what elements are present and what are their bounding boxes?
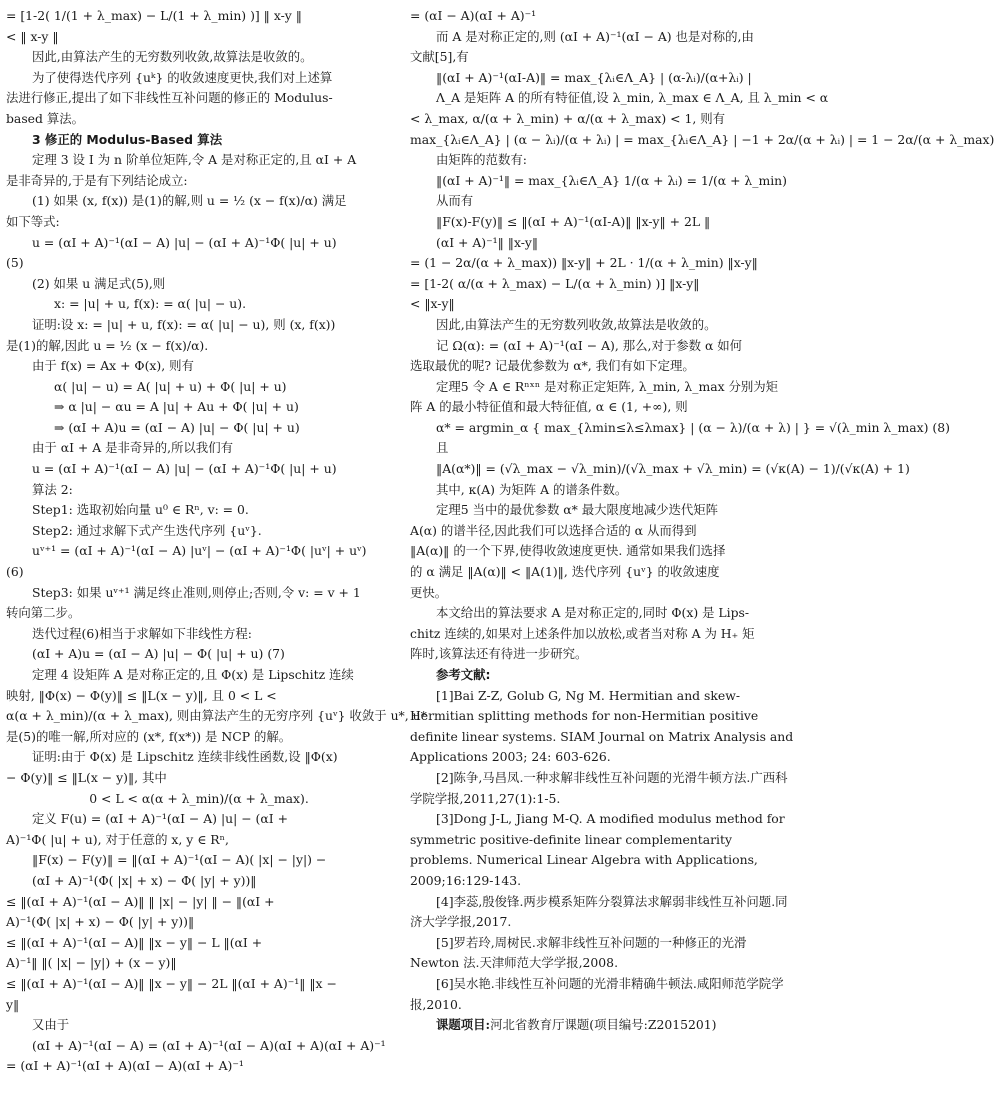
reference-item: [1]Bai Z-Z, Golub G, Ng M. Hermitian and skew-Hermitian splitting methods for non-Hermitian positive definite linear systems. SIAM Journal on Matrix Analysis and Applications 2003; 24: 603-626. [410, 687, 794, 765]
left-text-line: (1) 如果 (x, f(x)) 是(1)的解,则 u = ½ (x − f(x)/α) 满足 [32, 193, 347, 209]
left-text-line: A)⁻¹Φ( |u| + u), 对于任意的 x, y ∈ Rⁿ, [6, 831, 229, 847]
left-text-line: uᵛ⁺¹ = (αI + A)⁻¹(αI − A) |uᵛ| − (αI + A)⁻¹Φ( |uᵛ| + uᵛ) [32, 543, 367, 559]
right-text-line: 因此,由算法产生的无穷数列收敛,故算法是收敛的。 [436, 316, 717, 332]
right-text-line: A(α) 的谱半径,因此我们可以选择合适的 α 从而得到 [410, 522, 697, 538]
left-text-line: − Φ(y)‖ ≤ ‖L(x − y)‖, 其中 [6, 769, 167, 785]
right-text-line: = [1-2( α/(α + λ_max) − L/(α + λ_min) )] ‖x-y‖ [410, 275, 700, 291]
left-column [6, 6, 427, 1102]
right-text-line: = (αI − A)(αI + A)⁻¹ [410, 8, 537, 23]
left-text-line: α(α + λ_min)/(α + λ_max), 则由算法产生的无穷序列 {uᵛ} 收敛于 u*, u* [6, 708, 427, 724]
left-text-line: 转向第二步。 [6, 605, 81, 621]
left-text-line: 定理 4 设矩阵 A 是对称正定的,且 Φ(x) 是 Lipschitz 连续 [32, 667, 354, 682]
left-text-line: A)⁻¹(Φ( |x| + x) − Φ( |y| + y))‖ [6, 914, 195, 930]
right-text-line: 从而有 [436, 193, 474, 209]
right-text-line: Λ_A 是矩阵 A 的所有特征值,设 λ_min, λ_max ∈ Λ_A, 且 λ_min < α [436, 90, 829, 106]
left-text-line: 迭代过程(6)相当于求解如下非线性方程: [32, 625, 252, 641]
left-text-line: u = (αI + A)⁻¹(αI − A) |u| − (αI + A)⁻¹Φ( |u| + u) [32, 234, 337, 250]
left-text-line: ‖F(x) − F(y)‖ = ‖(αI + A)⁻¹(αI − A)( |x| − |y|) − [32, 852, 327, 868]
left-text-line: Step2: 通过求解下式产生迭代序列 {uᵛ}. [32, 522, 262, 538]
right-text-line: 记 Ω(α): = (αI + A)⁻¹(αI − A), 那么,对于参数 α 如何 [436, 337, 743, 353]
left-text-line: 如下等式: [6, 213, 60, 229]
left-text-line: (αI + A)⁻¹(Φ( |x| + x) − Φ( |y| + y))‖ [32, 872, 257, 888]
right-column [410, 6, 994, 1102]
left-text-line: ≤ ‖(αI + A)⁻¹(αI − A)‖ ‖ |x| − |y| ‖ − ‖(αI + [6, 893, 275, 909]
left-text-line: based 算法。 [6, 110, 85, 126]
right-text-line: 定理5 令 A ∈ Rⁿˣⁿ 是对称正定矩阵, λ_min, λ_max 分别为矩 [436, 378, 779, 394]
right-text-line: < ‖x-y‖ [410, 296, 455, 312]
right-text-line: 由矩阵的范数有: [436, 152, 527, 168]
right-text-line: chitz 连续的,如果对上述条件加以放松,或者当对称 A 为 H₊ 矩 [410, 625, 755, 641]
left-text-line: ⇒ (αI + A)u = (αI − A) |u| − Φ( |u| + u) [54, 419, 300, 435]
right-text-line: 文献[5],有 [410, 49, 469, 65]
left-text-line: 算法 2: [32, 481, 73, 497]
left-text-line: α( |u| − u) = A( |u| + u) + Φ( |u| + u) [54, 378, 287, 394]
left-text-line: 又由于 [32, 1017, 70, 1033]
reference-item: [2]陈争,马昌凤.一种求解非线性互补问题的光滑牛顿方法.广西科学院学报,2011,27(1):1-5. [410, 769, 788, 806]
right-text-line: 阵时,该算法还有待进一步研究。 [410, 646, 588, 662]
left-text-line: ≤ ‖(αI + A)⁻¹(αI − A)‖ ‖x − y‖ − 2L ‖(αI + A)⁻¹‖ ‖x − [6, 975, 337, 991]
left-text-line: 为了使得迭代序列 {uᵏ} 的收敛速度更快,我们对上述算 [32, 69, 333, 85]
left-text-line: 证明:由于 Φ(x) 是 Lipschitz 连续非线性函数,设 ‖Φ(x) [32, 749, 338, 765]
reference-item: [5]罗若玲,周树民.求解非线性互补问题的一种修正的光滑 Newton 法.天津师范大学学报,2008. [410, 934, 747, 971]
right-text-line: ‖A(α*)‖ = (√λ_max − √λ_min)/(√λ_max + √λ_min) = (√κ(A) − 1)/(√κ(A) + 1) [436, 461, 910, 477]
right-text-line: 其中, κ(A) 为矩阵 A 的谱条件数。 [436, 481, 628, 497]
right-text-line: max_{λᵢ∈Λ_A} | (α − λᵢ)/(α + λᵢ) | = max_{λᵢ∈Λ_A} | −1 + 2α/(α + λᵢ) | = 1 − 2α/(α + λ_max) [410, 131, 994, 147]
left-text-line: Step3: 如果 uᵛ⁺¹ 满足终止准则,则停止;否则,令 v: = v + 1 [32, 584, 361, 600]
left-text-line: 是(1)的解,因此 u = ½ (x − f(x)/α). [6, 337, 209, 353]
right-text-line: 本文给出的算法要求 A 是对称正定的,同时 Φ(x) 是 Lips- [436, 605, 750, 621]
left-text-line: ⇒ α |u| − αu = A |u| + Au + Φ( |u| + u) [54, 399, 299, 415]
right-text-line: < λ_max, α/(α + λ_min) + α/(α + λ_max) < 1, 则有 [410, 110, 726, 126]
left-text-line: 映射, ‖Φ(x) − Φ(y)‖ ≤ ‖L(x − y)‖, 且 0 < L < [6, 687, 277, 703]
reference-item: [3]Dong J-L, Jiang M-Q. A modified modulus method for symmetric positive-definite linear complementarity problems. Numerical Linear Algebra with Applications, 2009;16:129-143. [410, 811, 785, 888]
left-text-line: 定理 3 设 I 为 n 阶单位矩阵,令 A 是对称正定的,且 αI + A [32, 152, 357, 168]
right-text-line: (αI + A)⁻¹‖ ‖x-y‖ [436, 234, 539, 250]
left-text-line: 因此,由算法产生的无穷数列收敛,故算法是收敛的。 [32, 49, 313, 65]
left-text-line: 证明:设 x: = |u| + u, f(x): = α( |u| − u), 则 (x, f(x)) [32, 316, 336, 332]
left-text-line: A)⁻¹‖ ‖( |x| − |y|) + (x − y)‖ [6, 955, 177, 971]
right-text-line: 更快。 [410, 584, 448, 600]
left-text-line: ≤ ‖(αI + A)⁻¹(αI − A)‖ ‖x − y‖ − L ‖(αI + [6, 934, 263, 950]
left-text-line: = (αI + A)⁻¹(αI + A)(αI − A)(αI + A)⁻¹ [6, 1058, 244, 1074]
references-heading: 参考文献: [436, 667, 491, 682]
left-text-line: 由于 f(x) = Ax + Φ(x), 则有 [32, 358, 194, 374]
left-text-line: 0 < L < α(α + λ_min)/(α + λ_max). [89, 790, 309, 806]
right-text-line: ‖F(x)-F(y)‖ ≤ ‖(αI + A)⁻¹(αI-A)‖ ‖x-y‖ + 2L ‖ [436, 213, 711, 229]
reference-item: [6]吴水艳.非线性互补问题的光滑非精确牛顿法.咸阳师范学院学报,2010. [410, 975, 784, 1012]
right-text-line: 阵 A 的最小特征值和最大特征值, α ∈ (1, +∞), 则 [410, 399, 688, 415]
reference-list [410, 686, 796, 1016]
left-text-line: (6) [6, 564, 24, 580]
left-text-line: y‖ [6, 996, 20, 1012]
left-text-line: = [1-2( 1/(1 + λ_max) − L/(1 + λ_min) )] ‖ x-y ‖ [6, 8, 302, 23]
left-text-line: 3 修正的 Modulus-Based 算法 [32, 131, 223, 147]
left-text-line: x: = |u| + u, f(x): = α( |u| − u). [54, 296, 247, 312]
right-text-line: ‖(αI + A)⁻¹‖ = max_{λᵢ∈Λ_A} 1/(α + λᵢ) = 1/(α + λ_min) [436, 172, 787, 188]
left-text-line: 是(5)的唯一解,所对应的 (x*, f(x*)) 是 NCP 的解。 [6, 728, 292, 744]
right-text-line: α* = argmin_α { max_{λmin≤λ≤λmax} | (α − λ)/(α + λ) | } = √(λ_min λ_max) (8) [436, 419, 950, 435]
right-text-line: = (1 − 2α/(α + λ_max)) ‖x-y‖ + 2L · 1/(α + λ_min) ‖x-y‖ [410, 255, 758, 271]
right-text-line: 的 α 满足 ‖A(α)‖ < ‖A(1)‖, 迭代序列 {uᵛ} 的收敛速度 [410, 564, 720, 580]
right-text-line: ‖A(α)‖ 的一个下界,使得收敛速度更快. 通常如果我们选择 [410, 543, 726, 559]
right-text-line: 定理5 当中的最优参数 α* 最大限度地减少迭代矩阵 [436, 502, 719, 518]
project-value: 河北省教育厅课题(项目编号:Z2015201) [490, 1017, 717, 1033]
project-label: 课题项目: [436, 1017, 491, 1033]
right-text-line: 选取最优的呢? 记最优参数为 α*, 我们有如下定理。 [410, 358, 695, 374]
right-column-body [410, 6, 994, 665]
left-text-line: 由于 αI + A 是非奇异的,所以我们有 [32, 440, 233, 456]
left-text-line: 是非奇异的,于是有下列结论成立: [6, 172, 188, 188]
left-text-line: Step1: 选取初始向量 u⁰ ∈ Rⁿ, v: = 0. [32, 502, 249, 518]
left-text-line: (αI + A)⁻¹(αI − A) = (αI + A)⁻¹(αI − A)(αI + A)(αI + A)⁻¹ [32, 1037, 386, 1053]
left-text-line: (2) 如果 u 满足式(5),则 [32, 275, 166, 291]
left-text-line: 法进行修正,提出了如下非线性互补问题的修正的 Modulus- [6, 90, 333, 106]
left-text-line: (5) [6, 255, 24, 271]
right-text-line: 且 [436, 440, 449, 456]
left-text-line: (αI + A)u = (αI − A) |u| − Φ( |u| + u) (7) [32, 646, 285, 662]
project-funding [410, 1015, 796, 1036]
left-text-line: u = (αI + A)⁻¹(αI − A) |u| − (αI + A)⁻¹Φ( |u| + u) [32, 461, 337, 477]
right-text-line: 而 A 是对称正定的,则 (αI + A)⁻¹(αI − A) 也是对称的,由 [436, 28, 754, 44]
left-text-line: 定义 F(u) = (αI + A)⁻¹(αI − A) |u| − (αI + [32, 811, 288, 827]
left-text-line: < ‖ x-y ‖ [6, 28, 59, 44]
reference-item: [4]李蕊,殷俊锋.两步模系矩阵分裂算法求解弱非线性互补问题.同济大学学报,2017. [410, 893, 788, 930]
right-text-line: ‖(αI + A)⁻¹(αI-A)‖ = max_{λᵢ∈Λ_A} | (α-λᵢ)/(α+λᵢ) | [436, 69, 752, 85]
